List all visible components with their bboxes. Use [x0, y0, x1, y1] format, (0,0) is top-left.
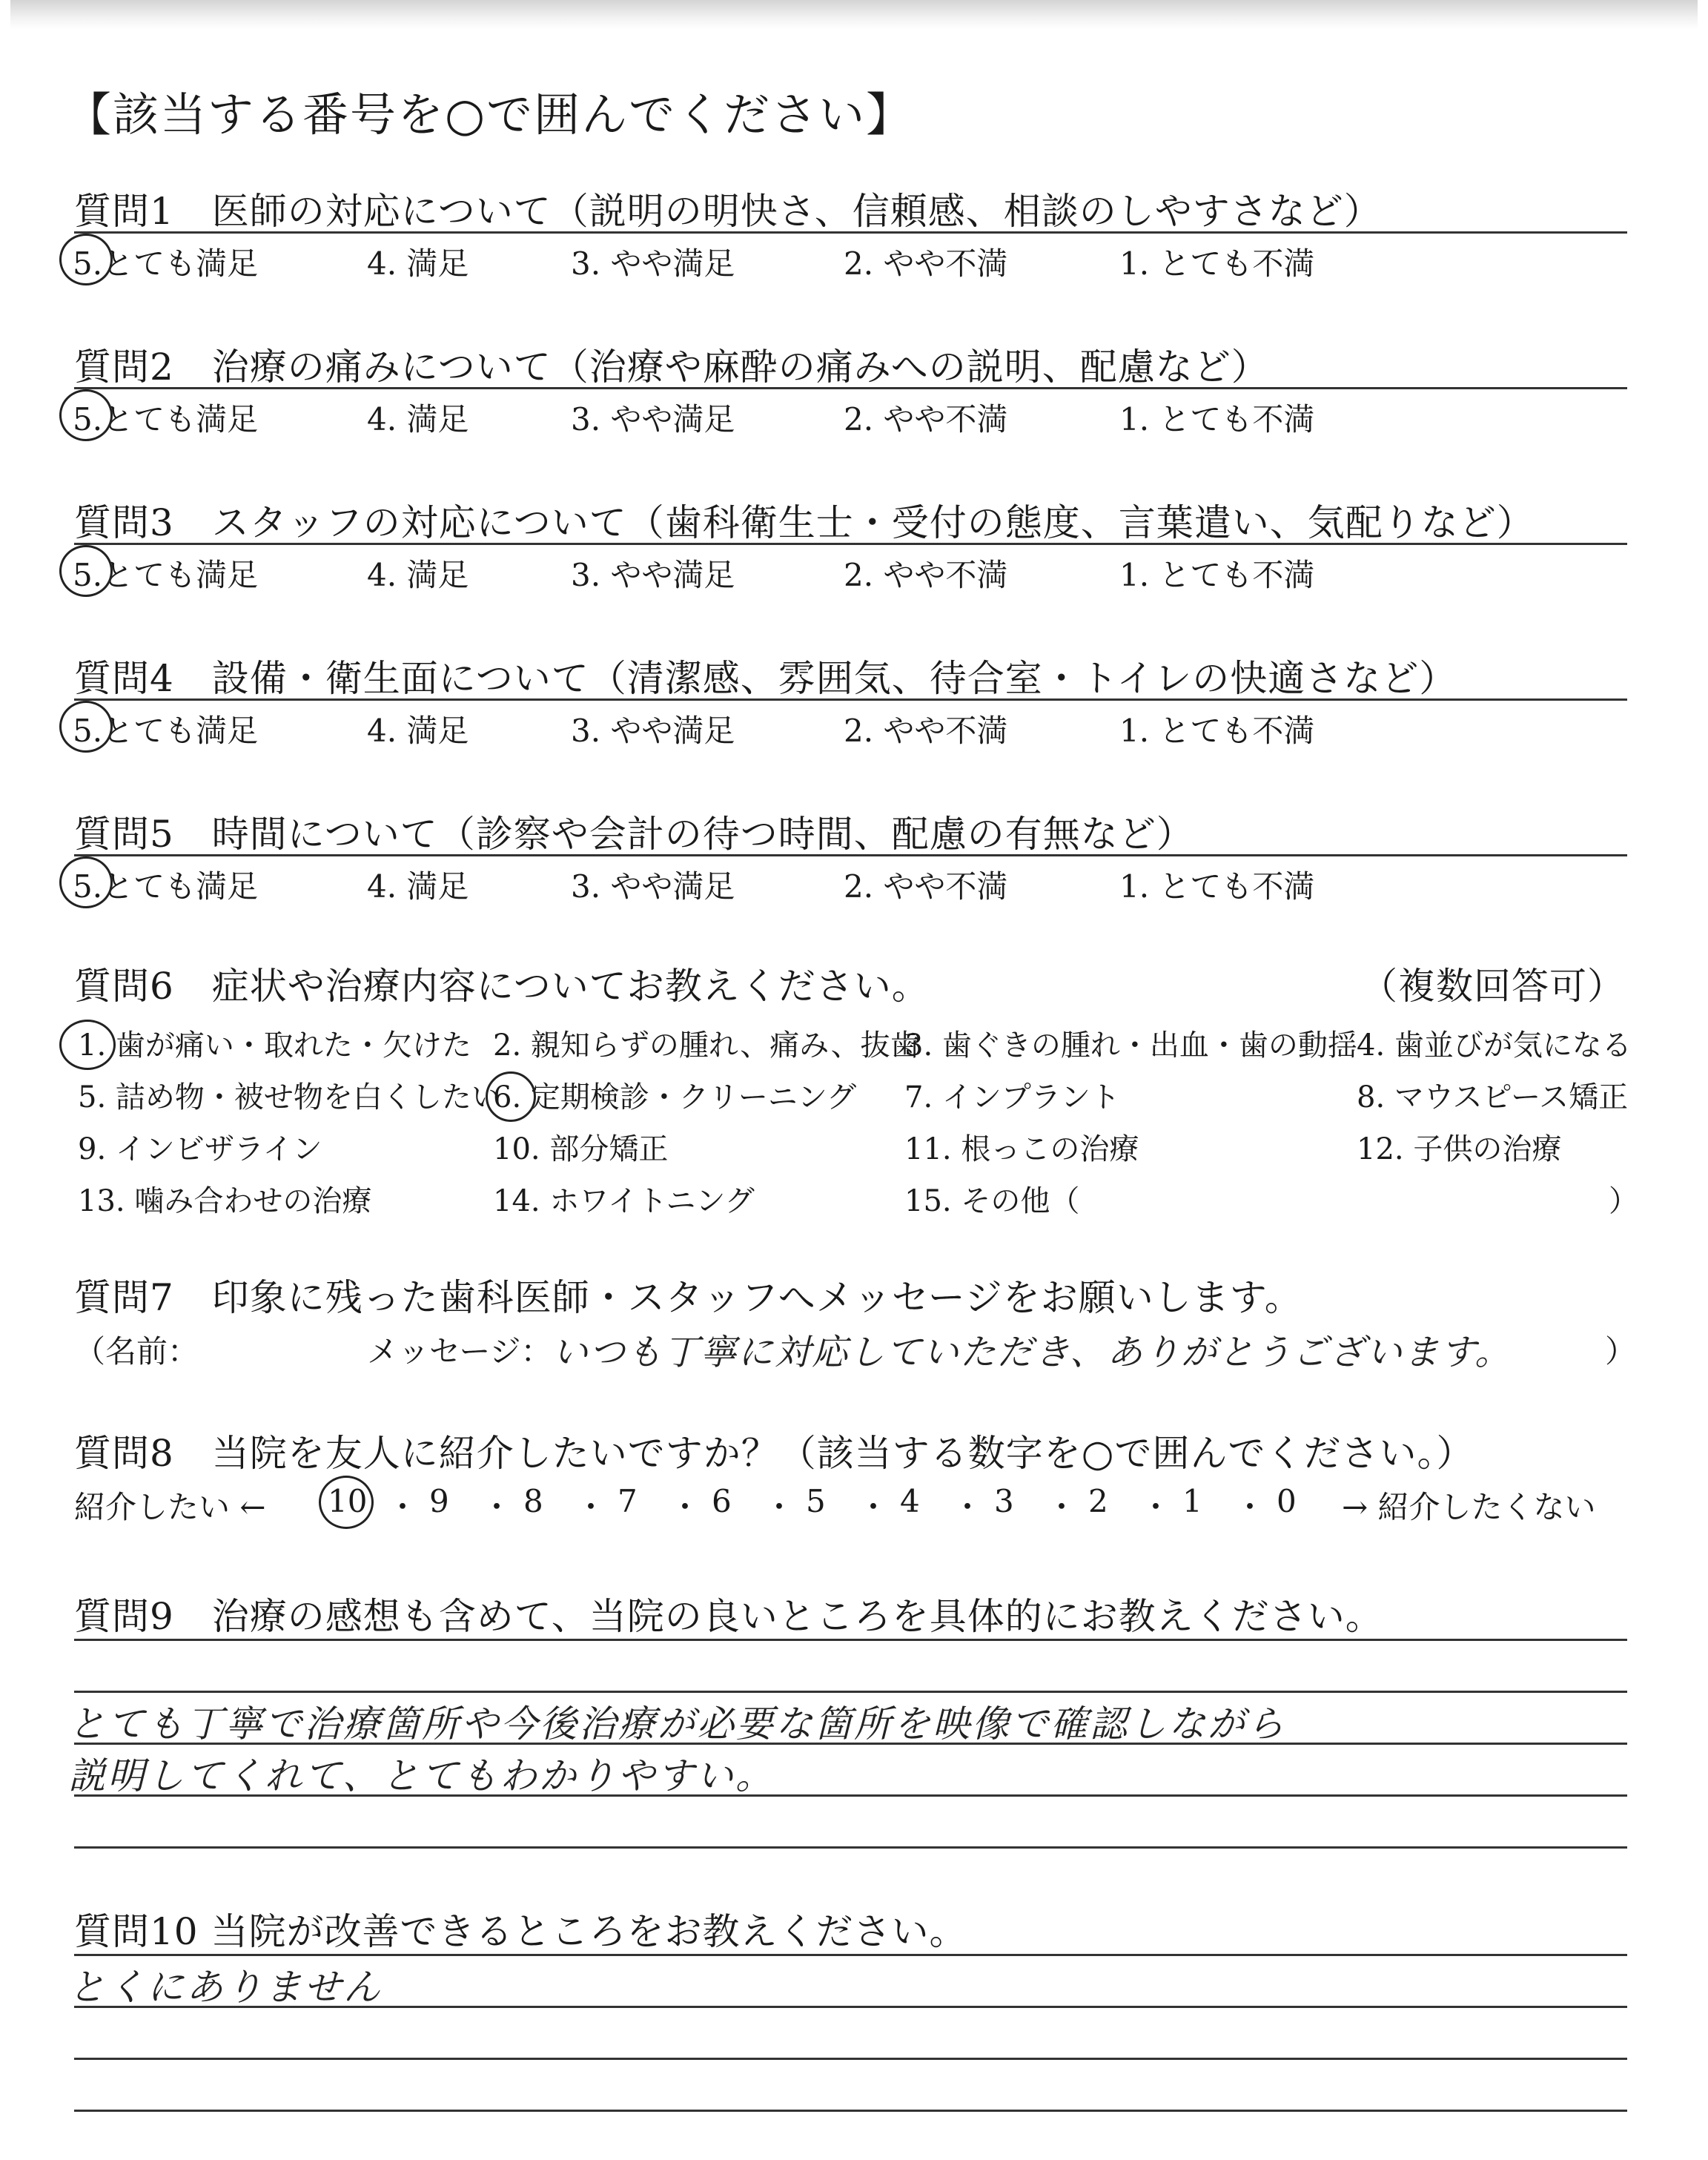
- q6-option-12[interactable]: 12. 子供の治療: [1357, 1132, 1562, 1166]
- q6-option-4[interactable]: 4. 歯並びが気になる: [1357, 1028, 1632, 1063]
- q9-line: [74, 1846, 1627, 1849]
- q4-option-5[interactable]: 5.とても満足: [73, 713, 259, 749]
- q2-option-5[interactable]: 5.とても満足: [73, 401, 259, 437]
- q1-option-5[interactable]: 5.とても満足: [73, 245, 259, 282]
- q9-line: [74, 1639, 1627, 1641]
- q6-option-3[interactable]: 3. 歯ぐきの腫れ・出血・歯の動揺: [904, 1028, 1357, 1063]
- q2-selected-circle: [59, 389, 113, 441]
- q6-selected-circle-1: [59, 1020, 116, 1070]
- q6-option-13[interactable]: 13. 噛み合わせの治療: [78, 1184, 372, 1218]
- q6-selected-circle-6: [486, 1071, 536, 1122]
- q1-option-3[interactable]: 3. やや満足: [571, 245, 735, 282]
- q6-option-5[interactable]: 5. 詰め物・被せ物を白くしたい: [78, 1080, 501, 1114]
- q9-title: 質問9 治療の感想も含めて、当院の良いところを具体的にお教えください。: [74, 1595, 1383, 1638]
- q8-scale-separator: ・: [764, 1489, 795, 1525]
- q1-option-2[interactable]: 2. やや不満: [844, 245, 1008, 282]
- q7-message-label: メッセージ：: [367, 1333, 552, 1370]
- form-header: 【該当する番号を○で囲んでください】: [65, 87, 914, 142]
- q5-option-1[interactable]: 1. とても不満: [1119, 868, 1315, 905]
- q8-scale-separator: ・: [669, 1489, 701, 1525]
- q2-option-3[interactable]: 3. やや満足: [571, 401, 735, 437]
- q1-option-4[interactable]: 4. 満足: [367, 245, 469, 282]
- q6-option-10[interactable]: 10. 部分矯正: [493, 1132, 669, 1166]
- q4-option-1[interactable]: 1. とても不満: [1119, 713, 1315, 749]
- q5-selected-circle: [59, 856, 113, 908]
- q2-rule: [74, 387, 1627, 389]
- q3-option-4[interactable]: 4. 満足: [367, 557, 469, 593]
- q4-rule: [74, 698, 1627, 701]
- q8-scale-separator: ・: [575, 1489, 607, 1525]
- q4-option-3[interactable]: 3. やや満足: [571, 713, 735, 749]
- q3-option-5[interactable]: 5.とても満足: [73, 557, 259, 593]
- q8-scale-6[interactable]: 6: [712, 1483, 732, 1519]
- q5-title: 質問5 時間について（診察や会計の待つ時間、配慮の有無など）: [74, 813, 1194, 856]
- q8-scale-separator: ・: [1046, 1489, 1078, 1525]
- q8-scale-9[interactable]: 9: [429, 1483, 449, 1519]
- q10-line: [74, 2058, 1627, 2060]
- q6-option-16[interactable]: ）: [1609, 1184, 1638, 1218]
- q4-title: 質問4 設備・衛生面について（清潔感、雰囲気、待合室・トイレの快適さなど）: [74, 657, 1457, 700]
- q6-title: 質問6 症状や治療内容についてお教えください。: [74, 965, 930, 1008]
- q10-line: [74, 2006, 1627, 2008]
- q6-option-8[interactable]: 8. マウスピース矯正: [1357, 1080, 1629, 1114]
- q8-scale-separator: ・: [387, 1489, 419, 1525]
- q1-option-1[interactable]: 1. とても不満: [1119, 245, 1315, 282]
- q8-scale-4[interactable]: 4: [900, 1483, 920, 1519]
- q1-rule: [74, 231, 1627, 234]
- q8-left-label: 紹介したい ←: [74, 1489, 266, 1525]
- q7-message: いつも丁寧に対応していただき、ありがとうございます。: [552, 1332, 1512, 1373]
- q8-scale-0[interactable]: 0: [1277, 1483, 1297, 1519]
- q8-scale-7[interactable]: 7: [618, 1483, 638, 1519]
- q6-option-15[interactable]: 15. その他（: [904, 1184, 1080, 1218]
- q1-selected-circle: [59, 234, 113, 285]
- q5-option-2[interactable]: 2. やや不満: [844, 868, 1008, 905]
- q6-option-2[interactable]: 2. 親知らずの腫れ、痛み、抜歯: [493, 1028, 920, 1063]
- q5-rule: [74, 854, 1627, 856]
- q6-option-7[interactable]: 7. インプラント: [904, 1080, 1120, 1114]
- q7-name-label: （名前：: [74, 1333, 199, 1370]
- q10-answer: とくにありません: [68, 1966, 383, 2009]
- q8-scale-8[interactable]: 8: [523, 1483, 543, 1519]
- q9-answer-line2: 説明してくれて、とてもわかりやすい。: [68, 1754, 775, 1797]
- q3-option-2[interactable]: 2. やや不満: [844, 557, 1008, 593]
- q6-option-9[interactable]: 9. インビザライン: [78, 1132, 322, 1166]
- q10-line: [74, 1954, 1627, 1956]
- q8-title: 質問8 当院を友人に紹介したいですか？（該当する数字を○で囲んでください。）: [74, 1432, 1474, 1475]
- q6-option-14[interactable]: 14. ホワイトニング: [493, 1184, 755, 1218]
- q6-option-11[interactable]: 11. 根っこの治療: [904, 1132, 1139, 1166]
- q2-option-2[interactable]: 2. やや不満: [844, 401, 1008, 437]
- q8-scale-5[interactable]: 5: [806, 1483, 826, 1519]
- q1-title: 質問1 医師の対応について（説明の明快さ、信頼感、相談のしやすさなど）: [74, 190, 1382, 233]
- q7-close: ）: [1605, 1333, 1637, 1370]
- scan-top-edge: [10, 0, 1698, 30]
- q8-scale-3[interactable]: 3: [994, 1483, 1014, 1519]
- q8-scale-separator: ・: [1234, 1489, 1266, 1525]
- q8-scale-1[interactable]: 1: [1182, 1483, 1202, 1519]
- q8-scale-separator: ・: [1140, 1489, 1172, 1525]
- q9-line: [74, 1794, 1627, 1797]
- q8-scale-separator: ・: [481, 1489, 513, 1525]
- q6-note: （複数回答可）: [1360, 965, 1625, 1008]
- q10-title: 質問10 当院が改善できるところをお教えください。: [74, 1910, 967, 1953]
- q3-option-1[interactable]: 1. とても不満: [1119, 557, 1315, 593]
- q8-scale-10[interactable]: 10: [328, 1483, 368, 1519]
- q9-line: [74, 1691, 1627, 1693]
- q4-option-2[interactable]: 2. やや不満: [844, 713, 1008, 749]
- q9-answer-line1: とても丁寧で治療箇所や今後治療が必要な箇所を映像で確認しながら: [68, 1702, 1286, 1745]
- q7-title: 質問7 印象に残った歯科医師・スタッフへメッセージをお願いします。: [74, 1276, 1302, 1319]
- q8-scale-separator: ・: [952, 1489, 984, 1525]
- q10-line: [74, 2110, 1627, 2112]
- q4-selected-circle: [59, 701, 113, 753]
- q2-title: 質問2 治療の痛みについて（治療や麻酔の痛みへの説明、配慮など）: [74, 346, 1269, 389]
- q2-option-4[interactable]: 4. 満足: [367, 401, 469, 437]
- q8-selected-circle: [319, 1476, 374, 1529]
- q3-selected-circle: [59, 545, 113, 597]
- q5-option-5[interactable]: 5.とても満足: [73, 868, 259, 905]
- q8-scale-separator: ・: [858, 1489, 890, 1525]
- q9-line: [74, 1743, 1627, 1745]
- q2-option-1[interactable]: 1. とても不満: [1119, 401, 1315, 437]
- q4-option-4[interactable]: 4. 満足: [367, 713, 469, 749]
- q3-rule: [74, 543, 1627, 545]
- q5-option-4[interactable]: 4. 満足: [367, 868, 469, 905]
- q8-right-label: → 紹介したくない: [1342, 1489, 1596, 1525]
- q3-title: 質問3 スタッフの対応について（歯科衛生士・受付の態度、言葉遣い、気配りなど）: [74, 501, 1535, 544]
- q5-option-3[interactable]: 3. やや満足: [571, 868, 735, 905]
- q6-option-1[interactable]: 1. 歯が痛い・取れた・欠けた: [78, 1028, 471, 1063]
- q3-option-3[interactable]: 3. やや満足: [571, 557, 735, 593]
- q6-option-6[interactable]: 6. 定期検診・クリーニング: [493, 1080, 857, 1114]
- q8-scale-2[interactable]: 2: [1088, 1483, 1108, 1519]
